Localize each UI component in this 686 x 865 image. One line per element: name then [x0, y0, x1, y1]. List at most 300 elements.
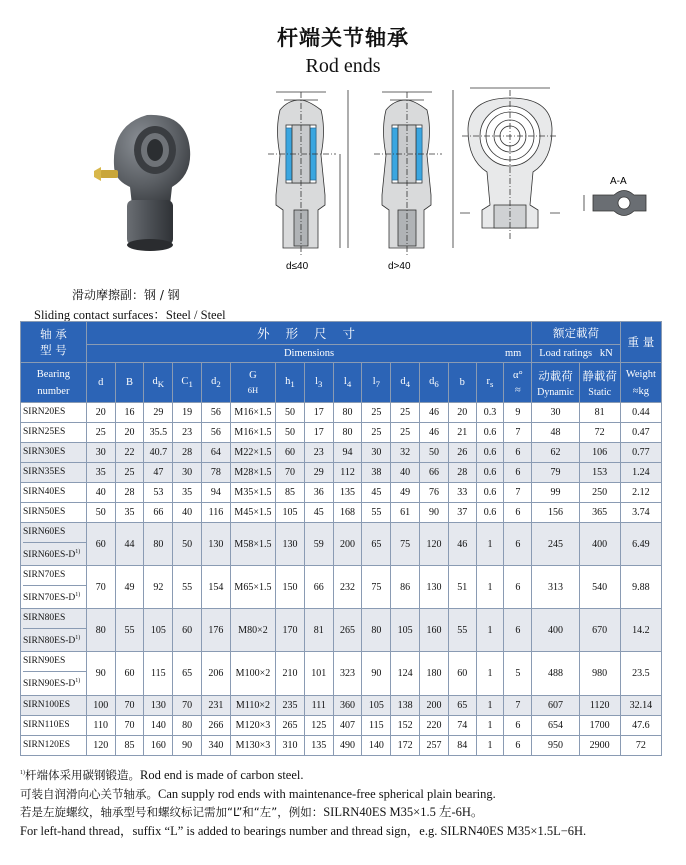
table-cell: 32	[391, 443, 420, 463]
table-cell: 50	[173, 523, 202, 566]
table-cell: 130	[420, 566, 449, 609]
table-cell: 30	[86, 443, 115, 463]
bearing-number-cell: SIRN60ES $SIRN60ES-D^{1)}$	[21, 523, 87, 566]
bearing-header-en: Bearing number	[21, 363, 87, 403]
table-cell: 152	[391, 715, 420, 735]
table-cell: 21	[448, 423, 476, 443]
table-cell: 62	[532, 443, 579, 463]
table-row	[21, 735, 662, 755]
table-cell: 265	[333, 609, 362, 652]
rod-end-photo	[92, 105, 198, 255]
table-cell: 65	[362, 523, 391, 566]
table-cell: 37	[448, 503, 476, 523]
table-body	[21, 403, 662, 756]
table-cell: 61	[391, 503, 420, 523]
col-B: B	[115, 363, 144, 403]
table-cell: 55	[448, 609, 476, 652]
table-cell: 25	[391, 423, 420, 443]
col-weight: Weight ≈kg	[620, 363, 661, 403]
table-cell: 45	[362, 483, 391, 503]
table-cell: 1	[476, 695, 504, 715]
table-cell: 110	[86, 715, 115, 735]
table-cell: 670	[579, 609, 620, 652]
table-row	[21, 503, 662, 523]
table-cell: 75	[362, 566, 391, 609]
table-cell: 85	[276, 483, 305, 503]
table-row	[21, 463, 662, 483]
table-cell: 124	[391, 652, 420, 695]
table-cell: 135	[333, 483, 362, 503]
table-cell: M28×1.5	[230, 463, 275, 483]
table-cell: 25	[115, 463, 144, 483]
col-d: d	[86, 363, 115, 403]
table-cell: 153	[579, 463, 620, 483]
table-cell: 60	[115, 652, 144, 695]
table-cell: 46	[448, 523, 476, 566]
table-cell: 1	[476, 523, 504, 566]
table-cell: 0.3	[476, 403, 504, 423]
col-rs: $r_s$	[476, 363, 504, 403]
bearing-number-cell: SIRN25ES	[21, 423, 87, 443]
table-cell: 72	[620, 735, 661, 755]
table-cell: 1	[476, 715, 504, 735]
table-cell: 32.14	[620, 695, 661, 715]
table-cell: 340	[202, 735, 231, 755]
table-cell: 20	[448, 403, 476, 423]
table-cell: 80	[362, 609, 391, 652]
table-cell: 65	[448, 695, 476, 715]
table-cell: 29	[144, 403, 173, 423]
table-cell: 70	[115, 695, 144, 715]
table-cell: 17	[304, 423, 333, 443]
table-cell: 170	[276, 609, 305, 652]
table-cell: 7	[504, 423, 532, 443]
table-cell: 70	[173, 695, 202, 715]
table-cell: 0.6	[476, 423, 504, 443]
table-cell: 116	[202, 503, 231, 523]
table-cell: 407	[333, 715, 362, 735]
table-cell: 105	[391, 609, 420, 652]
table-cell: 180	[420, 652, 449, 695]
table-cell: 235	[276, 695, 305, 715]
table-cell: 80	[333, 423, 362, 443]
table-cell: 6	[504, 735, 532, 755]
caption-d-le-40: d≤40	[286, 261, 309, 272]
table-cell: 115	[362, 715, 391, 735]
table-cell: 160	[420, 609, 449, 652]
table-cell: 45	[304, 503, 333, 523]
table-cell: 14.2	[620, 609, 661, 652]
table-cell: 250	[579, 483, 620, 503]
ratings-header-en: Load ratings kN	[532, 345, 620, 363]
table-cell: 200	[333, 523, 362, 566]
table-cell: 25	[391, 403, 420, 423]
table-cell: 47	[144, 463, 173, 483]
table-cell: 400	[579, 523, 620, 566]
table-cell: 49	[391, 483, 420, 503]
note-line-2: 可装自润滑向心关节轴承。Can supply rod ends with maintenance-free spherical plain bearing.	[20, 786, 496, 801]
table-cell: 540	[579, 566, 620, 609]
table-cell: M100×2	[230, 652, 275, 695]
table-cell: 140	[144, 715, 173, 735]
table-cell: 1	[476, 652, 504, 695]
table-cell: 60	[276, 443, 305, 463]
table-cell: 56	[202, 403, 231, 423]
table-cell: 17	[304, 403, 333, 423]
table-cell: 105	[144, 609, 173, 652]
table-cell: 210	[276, 652, 305, 695]
table-cell: 55	[173, 566, 202, 609]
table-cell: 35.5	[144, 423, 173, 443]
table-cell: 90	[362, 652, 391, 695]
table-cell: 20	[86, 403, 115, 423]
table-row	[21, 423, 662, 443]
table-cell: 25	[362, 423, 391, 443]
table-cell: 156	[532, 503, 579, 523]
table-cell: 49	[115, 566, 144, 609]
table-cell: 29	[304, 463, 333, 483]
col-l3: $l_3$	[304, 363, 333, 403]
drawing-front-view	[460, 88, 560, 240]
table-cell: M130×3	[230, 735, 275, 755]
table-cell: 79	[532, 463, 579, 483]
table-cell: 154	[202, 566, 231, 609]
table-cell: 90	[173, 735, 202, 755]
table-cell: 125	[304, 715, 333, 735]
table-cell: 80	[333, 403, 362, 423]
dims-header-cn: 外 形 尺 寸	[86, 322, 531, 345]
table-cell: 94	[202, 483, 231, 503]
table-cell: 64	[202, 443, 231, 463]
table-row	[21, 523, 662, 566]
table-cell: 35	[115, 503, 144, 523]
table-cell: 65	[173, 652, 202, 695]
table-cell: 6.49	[620, 523, 661, 566]
table-cell: 36	[304, 483, 333, 503]
col-G: G 6H	[230, 363, 275, 403]
table-cell: 245	[532, 523, 579, 566]
bearing-number-cell: SIRN80ES $SIRN80ES-D^{1)}$	[21, 609, 87, 652]
table-cell: 38	[362, 463, 391, 483]
drawing-large	[374, 90, 453, 255]
table-cell: 400	[532, 609, 579, 652]
title-english: Rod ends	[305, 55, 381, 77]
col-l4: $l_4$	[333, 363, 362, 403]
table-cell: M80×2	[230, 609, 275, 652]
table-cell: M65×1.5	[230, 566, 275, 609]
table-cell: 30	[173, 463, 202, 483]
col-l7: $l_7$	[362, 363, 391, 403]
table-cell: 30	[532, 403, 579, 423]
table-cell: 365	[579, 503, 620, 523]
table-cell: 94	[333, 443, 362, 463]
table-cell: 323	[333, 652, 362, 695]
table-cell: 53	[144, 483, 173, 503]
table-cell: 115	[144, 652, 173, 695]
table-cell: 40	[391, 463, 420, 483]
table-cell: 90	[420, 503, 449, 523]
table-cell: 28	[448, 463, 476, 483]
table-cell: 310	[276, 735, 305, 755]
table-cell: 176	[202, 609, 231, 652]
table-cell: 35	[86, 463, 115, 483]
table-cell: M45×1.5	[230, 503, 275, 523]
note-line-3: 若是左旋螺纹，轴承型号和螺纹标记需加“L”和“左”，例如：SILRN40ES M35×1.5 左-6H。	[20, 805, 484, 820]
friction-en: Sliding contact surfaces：Steel / Steel	[34, 308, 226, 322]
table-cell: 50	[276, 423, 305, 443]
table-cell: 55	[362, 503, 391, 523]
table-cell: 1	[476, 566, 504, 609]
table-cell: 46	[420, 403, 449, 423]
bearing-number-cell: SIRN70ES $SIRN70ES-D^{1)}$	[21, 566, 87, 609]
table-cell: 206	[202, 652, 231, 695]
table-cell: 50	[420, 443, 449, 463]
table-cell: 84	[448, 735, 476, 755]
table-cell: 980	[579, 652, 620, 695]
table-cell: 0.77	[620, 443, 661, 463]
drawing-small	[268, 90, 348, 255]
table-cell: 76	[420, 483, 449, 503]
table-cell: 16	[115, 403, 144, 423]
table-cell: 66	[304, 566, 333, 609]
table-cell: 40.7	[144, 443, 173, 463]
table-cell: 20	[115, 423, 144, 443]
table-cell: 130	[144, 695, 173, 715]
table-cell: 51	[448, 566, 476, 609]
note-line-1: $^{1)}$杆端体采用碳钢锻造。Rod end is made of carbon steel.	[20, 768, 304, 783]
table-cell: 56	[202, 423, 231, 443]
table-cell: 200	[420, 695, 449, 715]
bearing-number-cell: SIRN20ES	[21, 403, 87, 423]
bearing-number-cell: SIRN30ES	[21, 443, 87, 463]
bearing-number-cell: SIRN100ES	[21, 695, 87, 715]
table-cell: 2900	[579, 735, 620, 755]
table-cell: 3.74	[620, 503, 661, 523]
bearing-number-cell: SIRN35ES	[21, 463, 87, 483]
table-cell: 0.6	[476, 443, 504, 463]
table-row	[21, 695, 662, 715]
technical-drawings	[248, 80, 668, 280]
table-cell: 2.12	[620, 483, 661, 503]
table-cell: 257	[420, 735, 449, 755]
table-cell: 7	[504, 483, 532, 503]
table-cell: 168	[333, 503, 362, 523]
table-cell: 44	[115, 523, 144, 566]
table-cell: M16×1.5	[230, 403, 275, 423]
table-cell: 140	[362, 735, 391, 755]
table-cell: 50	[276, 403, 305, 423]
table-cell: 59	[304, 523, 333, 566]
table-cell: 25	[86, 423, 115, 443]
table-cell: 5	[504, 652, 532, 695]
table-cell: 6	[504, 443, 532, 463]
table-row	[21, 715, 662, 735]
table-cell: 150	[276, 566, 305, 609]
table-cell: 0.44	[620, 403, 661, 423]
table-cell: 488	[532, 652, 579, 695]
table-cell: 40	[173, 503, 202, 523]
table-cell: 80	[144, 523, 173, 566]
table-cell: 60	[86, 523, 115, 566]
table-cell: 60	[173, 609, 202, 652]
table-cell: 86	[391, 566, 420, 609]
table-cell: 313	[532, 566, 579, 609]
table-cell: 25	[362, 403, 391, 423]
table-cell: 100	[86, 695, 115, 715]
col-h1: $h_1$	[276, 363, 305, 403]
table-cell: 0.6	[476, 503, 504, 523]
title-chinese: 杆端关节轴承	[277, 26, 409, 50]
table-cell: 105	[276, 503, 305, 523]
table-cell: M110×2	[230, 695, 275, 715]
table-cell: 70	[115, 715, 144, 735]
table-cell: 0.47	[620, 423, 661, 443]
drawing-section-aa	[584, 191, 646, 216]
table-cell: 85	[115, 735, 144, 755]
table-cell: 6	[504, 715, 532, 735]
bearing-number-cell: SIRN40ES	[21, 483, 87, 503]
table-row	[21, 443, 662, 463]
table-cell: 46	[420, 423, 449, 443]
table-cell: 7	[504, 695, 532, 715]
col-dynamic: 动載荷 Dynamic	[532, 363, 579, 403]
bearing-number-cell: SIRN120ES	[21, 735, 87, 755]
table-cell: 231	[202, 695, 231, 715]
table-row	[21, 652, 662, 695]
table-cell: 90	[86, 652, 115, 695]
notes	[20, 764, 670, 840]
caption-d-gt-40: d>40	[388, 261, 411, 272]
col-b: b	[448, 363, 476, 403]
table-cell: 1	[476, 609, 504, 652]
table-cell: 654	[532, 715, 579, 735]
table-cell: 160	[144, 735, 173, 755]
table-cell: 70	[276, 463, 305, 483]
table-cell: 23.5	[620, 652, 661, 695]
table-cell: 47.6	[620, 715, 661, 735]
table-cell: 81	[579, 403, 620, 423]
table-cell: 360	[333, 695, 362, 715]
col-alpha: α° ≈	[504, 363, 532, 403]
table-cell: 30	[362, 443, 391, 463]
table-cell: M58×1.5	[230, 523, 275, 566]
table-cell: 78	[202, 463, 231, 483]
table-cell: M35×1.5	[230, 483, 275, 503]
table-cell: 99	[532, 483, 579, 503]
table-cell: M16×1.5	[230, 423, 275, 443]
table-cell: 105	[362, 695, 391, 715]
col-dK: $d_K$	[144, 363, 173, 403]
table-cell: 22	[115, 443, 144, 463]
rod-ends-table	[20, 321, 662, 756]
table-cell: 50	[86, 503, 115, 523]
table-cell: 60	[448, 652, 476, 695]
table-cell: 40	[86, 483, 115, 503]
table-cell: 266	[202, 715, 231, 735]
table-cell: 92	[144, 566, 173, 609]
table-cell: 23	[173, 423, 202, 443]
table-cell: 1120	[579, 695, 620, 715]
bearing-number-cell: SIRN110ES	[21, 715, 87, 735]
table-cell: 0.6	[476, 463, 504, 483]
table-cell: 23	[304, 443, 333, 463]
table-cell: 9	[504, 403, 532, 423]
table-cell: 120	[420, 523, 449, 566]
table-cell: 74	[448, 715, 476, 735]
table-cell: 232	[333, 566, 362, 609]
table-cell: 1	[476, 735, 504, 755]
table-cell: 6	[504, 566, 532, 609]
table-cell: 70	[86, 566, 115, 609]
table-row	[21, 403, 662, 423]
table-cell: 220	[420, 715, 449, 735]
table-cell: 607	[532, 695, 579, 715]
table-cell: 112	[333, 463, 362, 483]
dims-header-en: Dimensions mm	[86, 345, 531, 363]
table-cell: 75	[391, 523, 420, 566]
table-cell: 101	[304, 652, 333, 695]
ratings-header-cn: 额定載荷	[532, 322, 620, 345]
table-cell: 172	[391, 735, 420, 755]
table-row	[21, 609, 662, 652]
table-cell: 6	[504, 609, 532, 652]
weight-header-cn: 重 量	[620, 322, 661, 363]
friction-cn: 滑动摩擦副：钢 / 钢	[72, 288, 180, 302]
table-cell: 55	[115, 609, 144, 652]
table-cell: 28	[115, 483, 144, 503]
table-cell: M120×3	[230, 715, 275, 735]
section-label: A-A	[610, 176, 627, 187]
table-cell: 66	[420, 463, 449, 483]
note-line-4: For left-hand thread，suffix “L” is added to bearings number and thread sign，e.g. SILRN40ES M35×1.5L−6H.	[20, 823, 587, 838]
table-cell: 80	[173, 715, 202, 735]
table-row	[21, 566, 662, 609]
table-cell: M22×1.5	[230, 443, 275, 463]
table-cell: 80	[86, 609, 115, 652]
table-cell: 48	[532, 423, 579, 443]
table-cell: 35	[173, 483, 202, 503]
table-cell: 490	[333, 735, 362, 755]
table-cell: 130	[276, 523, 305, 566]
col-d6: $d_6$	[420, 363, 449, 403]
col-C1: $C_1$	[173, 363, 202, 403]
table-cell: 130	[202, 523, 231, 566]
table-cell: 1700	[579, 715, 620, 735]
table-cell: 9.88	[620, 566, 661, 609]
table-cell: 28	[173, 443, 202, 463]
table-cell: 33	[448, 483, 476, 503]
table-cell: 0.6	[476, 483, 504, 503]
table-cell: 72	[579, 423, 620, 443]
col-d4: $d_4$	[391, 363, 420, 403]
table-cell: 138	[391, 695, 420, 715]
bearing-number-cell: SIRN50ES	[21, 503, 87, 523]
table-cell: 111	[304, 695, 333, 715]
table-cell: 6	[504, 503, 532, 523]
table-cell: 120	[86, 735, 115, 755]
table-cell: 66	[144, 503, 173, 523]
table-cell: 19	[173, 403, 202, 423]
table-cell: 135	[304, 735, 333, 755]
table-row	[21, 483, 662, 503]
table-cell: 1.24	[620, 463, 661, 483]
table-cell: 6	[504, 523, 532, 566]
col-static: 静載荷 Static	[579, 363, 620, 403]
table-cell: 950	[532, 735, 579, 755]
table-cell: 81	[304, 609, 333, 652]
bearing-number-cell: SIRN90ES $SIRN90ES-D^{1)}$	[21, 652, 87, 695]
bearing-header-cn: 轴 承 型 号	[21, 322, 87, 363]
